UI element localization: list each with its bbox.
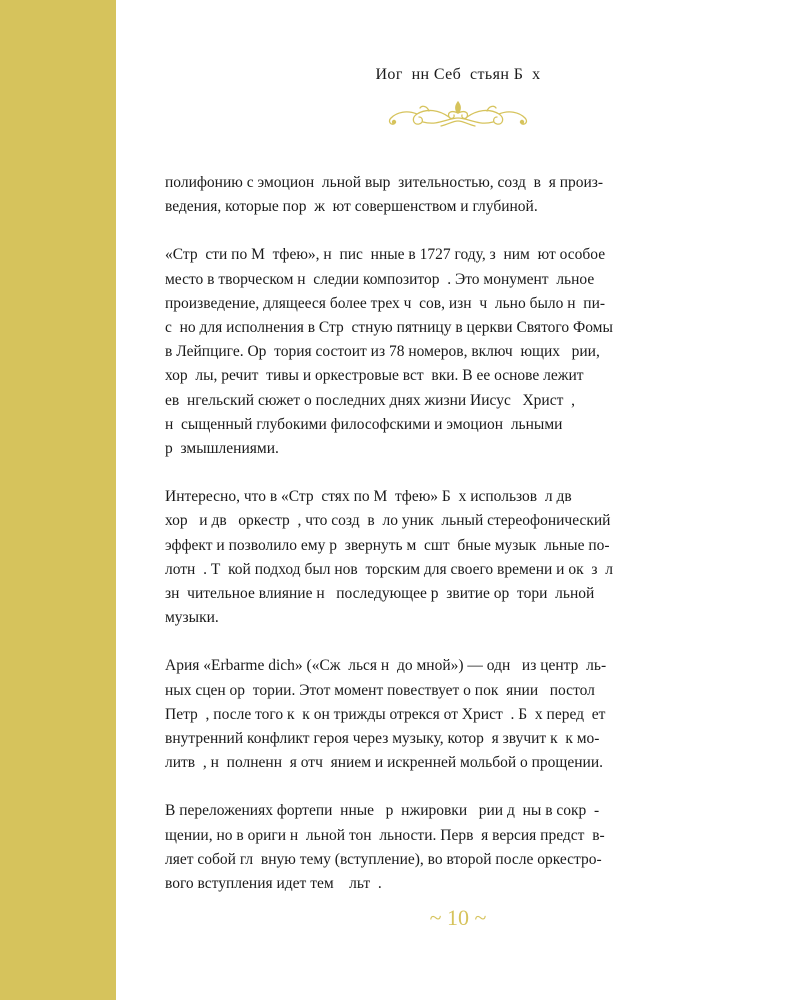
text-line: ев нгельский сюжет о последних днях жизни Иисус Христ ,	[165, 391, 575, 409]
page-header	[116, 66, 800, 132]
page-number: ~ 10 ~	[429, 905, 487, 930]
paragraph	[165, 243, 655, 461]
text-line: музыки.	[165, 609, 219, 627]
text-line: лотн . Т кой подход был нов торским для своего времени и ок з л	[165, 560, 613, 578]
text-line: Ария «Erbarme dich» («Сж лься н до мной») — одн из центр ль-	[165, 657, 607, 675]
text-line: Петр , после того к к он трижды отрекся от Христ . Б х перед ет	[165, 705, 606, 723]
text-line: хор лы, речит тивы и оркестровые вст вки. В ее основе лежит	[165, 367, 584, 385]
text-line: ляет собой гл вную тему (вступление), во второй после оркестро-	[165, 850, 602, 868]
text-line: литв , н полненн я отч янием и искренней мольбой о прощении.	[165, 754, 604, 772]
paragraph	[165, 171, 655, 219]
paragraph	[165, 799, 655, 896]
text-line: зн чительное влияние н последующее р звитие ор тори льной	[165, 585, 595, 603]
text-line: вого вступления идет тем льт .	[165, 875, 382, 893]
text-line: р змышлениями.	[165, 440, 279, 458]
text-line: хор и дв оркестр , что созд в ло уник льный стереофонический	[165, 512, 611, 530]
flourish-ornament-icon	[383, 96, 533, 132]
text-line: ных сцен ор тории. Этот момент повествует о пок янии постол	[165, 681, 595, 699]
text-line: В переложениях фортепи нные р нжировки рии д ны в сокр -	[165, 802, 600, 820]
text-line: внутренний конфликт героя через музыку, котор я звучит к к мо-	[165, 730, 600, 748]
text-line: ведения, которые пор ж ют совершенством и глубиной.	[165, 198, 538, 216]
paragraph	[165, 485, 655, 630]
text-line: Интересно, что в «Стр стях по М тфею» Б х использов л дв	[165, 488, 572, 506]
text-line: «Стр сти по М тфею», н пис нные в 1727 году, з ним ют особое	[165, 246, 606, 264]
paragraph	[165, 654, 655, 775]
side-color-band	[0, 0, 116, 1000]
text-line: щении, но в ориги н льной тон льности. Перв я версия предст в-	[165, 826, 605, 844]
text-line: произведение, длящееся более трех ч сов, изн ч льно было н пи-	[165, 294, 606, 312]
text-line: место в творческом н следии композитор . Это монумент льное	[165, 270, 595, 288]
text-line: эффект и позволило ему р звернуть м сшт бные музык льные по-	[165, 536, 610, 554]
body-text	[165, 171, 655, 920]
text-line: н сыщенный глубокими философскими и эмоцион льными	[165, 415, 563, 433]
text-line: полифонию с эмоцион льной выр зительностью, созд в я произ-	[165, 174, 604, 191]
text-line: в Лейпциге. Ор тория состоит из 78 номеров, включ ющих рии,	[165, 343, 600, 361]
running-title: Иог нн Себ стьян Б х	[375, 66, 541, 83]
text-line: с но для исполнения в Стр стную пятницу в церкви Святого Фомы	[165, 319, 613, 337]
